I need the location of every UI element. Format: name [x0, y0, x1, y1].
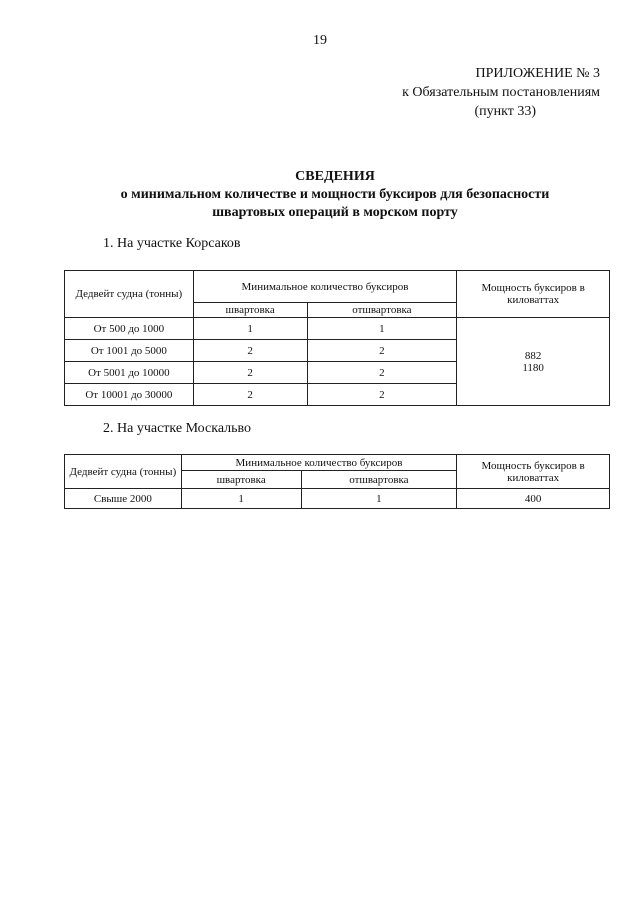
unmooring-cell: 2: [307, 340, 457, 362]
appendix-reference: к Обязательным постановлениям: [402, 85, 600, 100]
deadweight-cell: От 5001 до 10000: [65, 362, 194, 384]
power-value: 882: [524, 349, 542, 362]
appendix-heading: ПРИЛОЖЕНИЕ № 3: [475, 66, 600, 81]
mooring-header: швартовка: [181, 471, 301, 489]
unmooring-cell: 2: [307, 384, 457, 406]
power-header: Мощность буксиров в киловаттах: [457, 271, 610, 318]
min-count-header: Минимальное количество буксиров: [181, 455, 457, 471]
power-cell: [457, 318, 610, 406]
document-subtitle-line1: о минимальном количестве и мощности буксиров для безопасности: [120, 187, 550, 202]
section1-heading: 1. На участке Корсаков: [103, 236, 241, 251]
power-cell: 400: [457, 489, 610, 509]
unmooring-header: отшвартовка: [301, 471, 457, 489]
moskalvo-table: [64, 454, 610, 509]
deadweight-cell: От 500 до 1000: [65, 318, 194, 340]
deadweight-cell: Свыше 2000: [65, 489, 182, 509]
unmooring-header: отшвартовка: [307, 303, 457, 318]
table-row: [65, 489, 610, 509]
deadweight-header: Дедвейт судна (тонны): [65, 455, 182, 489]
power-header: Мощность буксиров в киловаттах: [457, 455, 610, 489]
document-subtitle-line2: швартовых операций в морском порту: [212, 205, 458, 220]
mooring-cell: 1: [193, 318, 307, 340]
document-title: СВЕДЕНИЯ: [295, 169, 375, 184]
deadweight-header: Дедвейт судна (тонны): [65, 271, 194, 318]
mooring-header: швартовка: [193, 303, 307, 318]
korsakov-table: [64, 270, 610, 406]
min-count-header: Минимальное количество буксиров: [193, 271, 457, 303]
mooring-cell: 2: [193, 384, 307, 406]
unmooring-cell: 2: [307, 362, 457, 384]
appendix-clause: (пункт 33): [474, 104, 536, 119]
mooring-cell: 2: [193, 340, 307, 362]
unmooring-cell: 1: [301, 489, 457, 509]
section2-heading: 2. На участке Москальво: [103, 421, 252, 436]
table-row: [65, 318, 610, 340]
deadweight-cell: От 1001 до 5000: [65, 340, 194, 362]
deadweight-cell: От 10001 до 30000: [65, 384, 194, 406]
mooring-cell: 1: [181, 489, 301, 509]
mooring-cell: 2: [193, 362, 307, 384]
page-number: 19: [313, 33, 327, 48]
power-value: 1180: [522, 361, 544, 374]
unmooring-cell: 1: [307, 318, 457, 340]
